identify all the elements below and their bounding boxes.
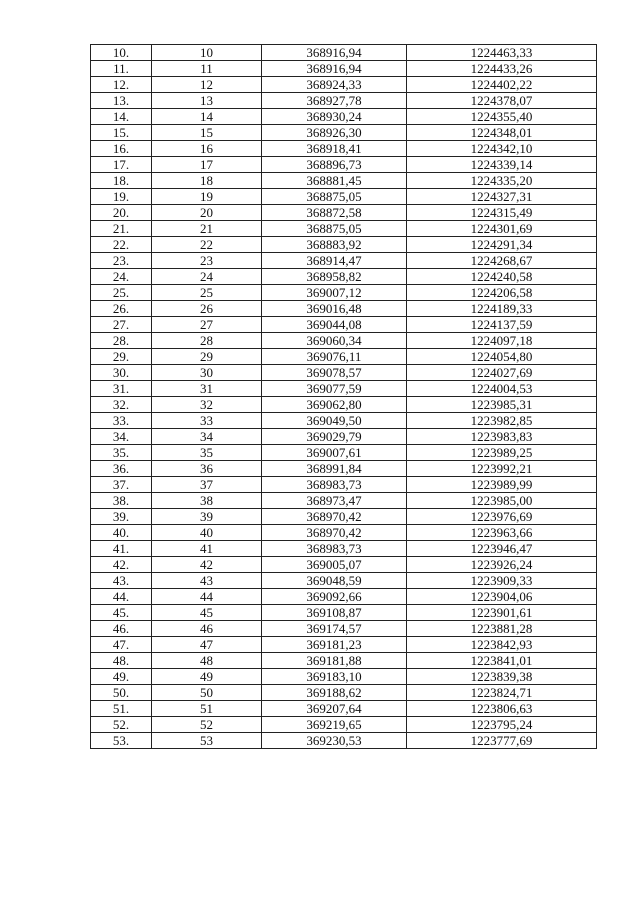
x-coordinate-cell: 369181,88 xyxy=(262,653,407,669)
x-coordinate-cell: 369077,59 xyxy=(262,381,407,397)
x-coordinate-cell: 369062,80 xyxy=(262,397,407,413)
table-row xyxy=(91,605,597,621)
row-number-cell: 33. xyxy=(91,413,152,429)
row-number-cell: 51. xyxy=(91,701,152,717)
table-row xyxy=(91,269,597,285)
y-coordinate-cell: 1224355,40 xyxy=(407,109,597,125)
table-row xyxy=(91,669,597,685)
x-coordinate-cell: 368875,05 xyxy=(262,221,407,237)
x-coordinate-cell: 368914,47 xyxy=(262,253,407,269)
y-coordinate-cell: 1223842,93 xyxy=(407,637,597,653)
y-coordinate-cell: 1224054,80 xyxy=(407,349,597,365)
point-number-cell: 50 xyxy=(152,685,262,701)
row-number-cell: 52. xyxy=(91,717,152,733)
point-number-cell: 53 xyxy=(152,733,262,749)
x-coordinate-cell: 369230,53 xyxy=(262,733,407,749)
table-row xyxy=(91,285,597,301)
point-number-cell: 35 xyxy=(152,445,262,461)
table-row xyxy=(91,573,597,589)
point-number-cell: 45 xyxy=(152,605,262,621)
row-number-cell: 38. xyxy=(91,493,152,509)
row-number-cell: 41. xyxy=(91,541,152,557)
table-row xyxy=(91,301,597,317)
x-coordinate-cell: 368924,33 xyxy=(262,77,407,93)
y-coordinate-cell: 1223982,85 xyxy=(407,413,597,429)
row-number-cell: 27. xyxy=(91,317,152,333)
point-number-cell: 36 xyxy=(152,461,262,477)
table-row xyxy=(91,141,597,157)
row-number-cell: 14. xyxy=(91,109,152,125)
row-number-cell: 22. xyxy=(91,237,152,253)
table-row xyxy=(91,317,597,333)
table-row xyxy=(91,253,597,269)
point-number-cell: 34 xyxy=(152,429,262,445)
point-number-cell: 41 xyxy=(152,541,262,557)
x-coordinate-cell: 368926,30 xyxy=(262,125,407,141)
table-row xyxy=(91,125,597,141)
y-coordinate-cell: 1224327,31 xyxy=(407,189,597,205)
x-coordinate-cell: 369078,57 xyxy=(262,365,407,381)
table-row xyxy=(91,333,597,349)
x-coordinate-cell: 369181,23 xyxy=(262,637,407,653)
table-row xyxy=(91,477,597,493)
y-coordinate-cell: 1223963,66 xyxy=(407,525,597,541)
x-coordinate-cell: 368875,05 xyxy=(262,189,407,205)
point-number-cell: 30 xyxy=(152,365,262,381)
x-coordinate-cell: 369029,79 xyxy=(262,429,407,445)
y-coordinate-cell: 1224027,69 xyxy=(407,365,597,381)
x-coordinate-cell: 369044,08 xyxy=(262,317,407,333)
table-row xyxy=(91,541,597,557)
y-coordinate-cell: 1223777,69 xyxy=(407,733,597,749)
y-coordinate-cell: 1224137,59 xyxy=(407,317,597,333)
x-coordinate-cell: 369016,48 xyxy=(262,301,407,317)
point-number-cell: 29 xyxy=(152,349,262,365)
x-coordinate-cell: 369049,50 xyxy=(262,413,407,429)
y-coordinate-cell: 1223795,24 xyxy=(407,717,597,733)
table-row xyxy=(91,429,597,445)
row-number-cell: 24. xyxy=(91,269,152,285)
y-coordinate-cell: 1223989,99 xyxy=(407,477,597,493)
table-row xyxy=(91,493,597,509)
x-coordinate-cell: 369005,07 xyxy=(262,557,407,573)
x-coordinate-cell: 368983,73 xyxy=(262,477,407,493)
table-row xyxy=(91,237,597,253)
row-number-cell: 31. xyxy=(91,381,152,397)
x-coordinate-cell: 368881,45 xyxy=(262,173,407,189)
row-number-cell: 48. xyxy=(91,653,152,669)
y-coordinate-cell: 1224463,33 xyxy=(407,45,597,61)
row-number-cell: 30. xyxy=(91,365,152,381)
point-number-cell: 27 xyxy=(152,317,262,333)
x-coordinate-cell: 369183,10 xyxy=(262,669,407,685)
row-number-cell: 15. xyxy=(91,125,152,141)
y-coordinate-cell: 1223841,01 xyxy=(407,653,597,669)
point-number-cell: 20 xyxy=(152,205,262,221)
point-number-cell: 38 xyxy=(152,493,262,509)
x-coordinate-cell: 368872,58 xyxy=(262,205,407,221)
coordinates-table-body xyxy=(91,45,597,749)
table-row xyxy=(91,413,597,429)
row-number-cell: 29. xyxy=(91,349,152,365)
point-number-cell: 13 xyxy=(152,93,262,109)
point-number-cell: 33 xyxy=(152,413,262,429)
x-coordinate-cell: 369219,65 xyxy=(262,717,407,733)
y-coordinate-cell: 1223926,24 xyxy=(407,557,597,573)
point-number-cell: 48 xyxy=(152,653,262,669)
point-number-cell: 12 xyxy=(152,77,262,93)
point-number-cell: 28 xyxy=(152,333,262,349)
row-number-cell: 43. xyxy=(91,573,152,589)
point-number-cell: 14 xyxy=(152,109,262,125)
x-coordinate-cell: 369048,59 xyxy=(262,573,407,589)
x-coordinate-cell: 369207,64 xyxy=(262,701,407,717)
row-number-cell: 50. xyxy=(91,685,152,701)
point-number-cell: 11 xyxy=(152,61,262,77)
table-row xyxy=(91,45,597,61)
y-coordinate-cell: 1223824,71 xyxy=(407,685,597,701)
point-number-cell: 40 xyxy=(152,525,262,541)
row-number-cell: 45. xyxy=(91,605,152,621)
y-coordinate-cell: 1224097,18 xyxy=(407,333,597,349)
x-coordinate-cell: 368918,41 xyxy=(262,141,407,157)
point-number-cell: 39 xyxy=(152,509,262,525)
point-number-cell: 17 xyxy=(152,157,262,173)
x-coordinate-cell: 369076,11 xyxy=(262,349,407,365)
row-number-cell: 46. xyxy=(91,621,152,637)
y-coordinate-cell: 1224335,20 xyxy=(407,173,597,189)
row-number-cell: 20. xyxy=(91,205,152,221)
table-row xyxy=(91,589,597,605)
x-coordinate-cell: 368991,84 xyxy=(262,461,407,477)
row-number-cell: 16. xyxy=(91,141,152,157)
y-coordinate-cell: 1224348,01 xyxy=(407,125,597,141)
row-number-cell: 49. xyxy=(91,669,152,685)
y-coordinate-cell: 1224206,58 xyxy=(407,285,597,301)
point-number-cell: 47 xyxy=(152,637,262,653)
y-coordinate-cell: 1223989,25 xyxy=(407,445,597,461)
table-row xyxy=(91,461,597,477)
point-number-cell: 42 xyxy=(152,557,262,573)
table-row xyxy=(91,717,597,733)
x-coordinate-cell: 368970,42 xyxy=(262,509,407,525)
point-number-cell: 43 xyxy=(152,573,262,589)
row-number-cell: 39. xyxy=(91,509,152,525)
table-row xyxy=(91,349,597,365)
table-row xyxy=(91,365,597,381)
table-row xyxy=(91,445,597,461)
x-coordinate-cell: 369108,87 xyxy=(262,605,407,621)
point-number-cell: 10 xyxy=(152,45,262,61)
table-row xyxy=(91,621,597,637)
y-coordinate-cell: 1224301,69 xyxy=(407,221,597,237)
x-coordinate-cell: 368973,47 xyxy=(262,493,407,509)
table-row xyxy=(91,733,597,749)
row-number-cell: 37. xyxy=(91,477,152,493)
point-number-cell: 46 xyxy=(152,621,262,637)
row-number-cell: 21. xyxy=(91,221,152,237)
y-coordinate-cell: 1223983,83 xyxy=(407,429,597,445)
row-number-cell: 36. xyxy=(91,461,152,477)
x-coordinate-cell: 369060,34 xyxy=(262,333,407,349)
x-coordinate-cell: 369188,62 xyxy=(262,685,407,701)
point-number-cell: 37 xyxy=(152,477,262,493)
row-number-cell: 32. xyxy=(91,397,152,413)
table-row xyxy=(91,109,597,125)
row-number-cell: 25. xyxy=(91,285,152,301)
y-coordinate-cell: 1224268,67 xyxy=(407,253,597,269)
table-row xyxy=(91,77,597,93)
y-coordinate-cell: 1223839,38 xyxy=(407,669,597,685)
row-number-cell: 17. xyxy=(91,157,152,173)
point-number-cell: 26 xyxy=(152,301,262,317)
point-number-cell: 24 xyxy=(152,269,262,285)
row-number-cell: 53. xyxy=(91,733,152,749)
row-number-cell: 35. xyxy=(91,445,152,461)
y-coordinate-cell: 1224315,49 xyxy=(407,205,597,221)
point-number-cell: 21 xyxy=(152,221,262,237)
table-row xyxy=(91,397,597,413)
table-row xyxy=(91,381,597,397)
y-coordinate-cell: 1223881,28 xyxy=(407,621,597,637)
x-coordinate-cell: 369174,57 xyxy=(262,621,407,637)
table-row xyxy=(91,93,597,109)
x-coordinate-cell: 368896,73 xyxy=(262,157,407,173)
y-coordinate-cell: 1223992,21 xyxy=(407,461,597,477)
y-coordinate-cell: 1224240,58 xyxy=(407,269,597,285)
y-coordinate-cell: 1223976,69 xyxy=(407,509,597,525)
row-number-cell: 28. xyxy=(91,333,152,349)
y-coordinate-cell: 1224339,14 xyxy=(407,157,597,173)
table-row xyxy=(91,557,597,573)
row-number-cell: 18. xyxy=(91,173,152,189)
y-coordinate-cell: 1223901,61 xyxy=(407,605,597,621)
point-number-cell: 18 xyxy=(152,173,262,189)
table-row xyxy=(91,637,597,653)
table-row xyxy=(91,61,597,77)
row-number-cell: 26. xyxy=(91,301,152,317)
point-number-cell: 16 xyxy=(152,141,262,157)
row-number-cell: 19. xyxy=(91,189,152,205)
row-number-cell: 12. xyxy=(91,77,152,93)
table-row xyxy=(91,525,597,541)
row-number-cell: 42. xyxy=(91,557,152,573)
y-coordinate-cell: 1224004,53 xyxy=(407,381,597,397)
x-coordinate-cell: 368916,94 xyxy=(262,45,407,61)
table-row xyxy=(91,205,597,221)
point-number-cell: 49 xyxy=(152,669,262,685)
y-coordinate-cell: 1223904,06 xyxy=(407,589,597,605)
y-coordinate-cell: 1224189,33 xyxy=(407,301,597,317)
x-coordinate-cell: 368927,78 xyxy=(262,93,407,109)
y-coordinate-cell: 1224342,10 xyxy=(407,141,597,157)
table-row xyxy=(91,189,597,205)
table-row xyxy=(91,701,597,717)
point-number-cell: 22 xyxy=(152,237,262,253)
row-number-cell: 10. xyxy=(91,45,152,61)
x-coordinate-cell: 369007,61 xyxy=(262,445,407,461)
point-number-cell: 51 xyxy=(152,701,262,717)
x-coordinate-cell: 368883,92 xyxy=(262,237,407,253)
x-coordinate-cell: 368958,82 xyxy=(262,269,407,285)
point-number-cell: 52 xyxy=(152,717,262,733)
table-row xyxy=(91,685,597,701)
x-coordinate-cell: 369007,12 xyxy=(262,285,407,301)
y-coordinate-cell: 1223985,00 xyxy=(407,493,597,509)
point-number-cell: 23 xyxy=(152,253,262,269)
y-coordinate-cell: 1224402,22 xyxy=(407,77,597,93)
coordinates-table xyxy=(90,44,597,749)
point-number-cell: 31 xyxy=(152,381,262,397)
x-coordinate-cell: 368970,42 xyxy=(262,525,407,541)
table-row xyxy=(91,509,597,525)
table-row xyxy=(91,173,597,189)
row-number-cell: 11. xyxy=(91,61,152,77)
y-coordinate-cell: 1223946,47 xyxy=(407,541,597,557)
table-row xyxy=(91,653,597,669)
y-coordinate-cell: 1223985,31 xyxy=(407,397,597,413)
row-number-cell: 47. xyxy=(91,637,152,653)
table-row xyxy=(91,221,597,237)
y-coordinate-cell: 1223806,63 xyxy=(407,701,597,717)
point-number-cell: 19 xyxy=(152,189,262,205)
row-number-cell: 44. xyxy=(91,589,152,605)
y-coordinate-cell: 1224433,26 xyxy=(407,61,597,77)
row-number-cell: 13. xyxy=(91,93,152,109)
x-coordinate-cell: 369092,66 xyxy=(262,589,407,605)
point-number-cell: 15 xyxy=(152,125,262,141)
row-number-cell: 23. xyxy=(91,253,152,269)
row-number-cell: 40. xyxy=(91,525,152,541)
y-coordinate-cell: 1224378,07 xyxy=(407,93,597,109)
x-coordinate-cell: 368916,94 xyxy=(262,61,407,77)
y-coordinate-cell: 1224291,34 xyxy=(407,237,597,253)
x-coordinate-cell: 368983,73 xyxy=(262,541,407,557)
y-coordinate-cell: 1223909,33 xyxy=(407,573,597,589)
point-number-cell: 32 xyxy=(152,397,262,413)
table-row xyxy=(91,157,597,173)
point-number-cell: 44 xyxy=(152,589,262,605)
point-number-cell: 25 xyxy=(152,285,262,301)
row-number-cell: 34. xyxy=(91,429,152,445)
x-coordinate-cell: 368930,24 xyxy=(262,109,407,125)
